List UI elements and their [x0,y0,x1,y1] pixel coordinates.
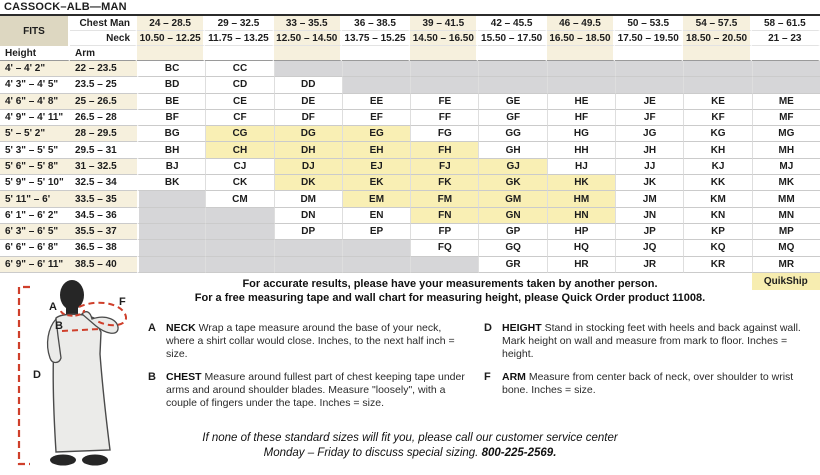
arm-range-cell: 38.5 – 40 [70,257,137,273]
size-code-cell: HK [547,175,615,191]
instruction-text: CHEST Measure around fullest part of chest keeping tape under arms and around shoulder blades. Measure "loosely", with a couple of fingers under the tape. Inches = size. [166,371,465,409]
arm-range-cell: 33.5 – 35 [70,191,137,207]
chest-range-header: 58 – 61.5 [752,16,820,31]
arm-range-cell: 32.5 – 34 [70,175,137,191]
instruction-item-chest [148,371,470,410]
arm-range-cell: 34.5 – 36 [70,208,137,224]
arm-range-cell: 35.5 – 37 [70,224,137,240]
size-code-cell: MP [752,224,820,240]
size-code-cell: GJ [478,159,546,175]
size-code-cell: GK [478,175,546,191]
size-code-cell: FK [410,175,478,191]
size-code-cell: KG [683,126,751,142]
size-unavailable-cell [205,208,273,224]
phone-number: 800-225-2569. [481,447,557,459]
size-code-cell: BJ [137,159,205,175]
size-code-cell: KQ [683,240,751,256]
size-code-cell: CE [205,94,273,110]
size-code-cell: HG [547,126,615,142]
neck-range-header: 14.50 – 16.50 [410,31,478,46]
size-code-cell: JJ [615,159,683,175]
size-code-cell: EE [342,94,410,110]
size-unavailable-cell [752,77,820,93]
size-code-cell: EH [342,142,410,158]
size-code-cell: KE [683,94,751,110]
figure-label-arm: F [119,296,126,308]
size-unavailable-cell [137,191,205,207]
size-code-cell: GN [478,208,546,224]
size-code-cell: FQ [410,240,478,256]
size-code-cell: CC [205,61,273,77]
instruction-term: ARM [502,371,529,383]
neck-range-header: 13.75 – 15.25 [342,31,410,46]
size-code-cell: MQ [752,240,820,256]
size-unavailable-cell [205,257,273,273]
size-code-cell: HF [547,110,615,126]
instruction-letter: D [484,322,492,334]
arm-range-cell: 22 – 23.5 [70,61,137,77]
size-unavailable-cell [683,61,751,77]
instruction-letter: B [148,371,156,383]
size-unavailable-cell [547,77,615,93]
figure-label-height: D [33,369,41,381]
size-code-cell: DG [274,126,342,142]
size-code-cell: JM [615,191,683,207]
header-spacer-cell [683,46,751,61]
arm-range-cell: 36.5 – 38 [70,240,137,256]
instruction-item-neck [148,322,470,361]
header-spacer-cell [547,46,615,61]
arm-range-cell: 25 – 26.5 [70,94,137,110]
size-code-cell: DP [274,224,342,240]
size-code-cell: FM [410,191,478,207]
size-code-cell: JK [615,175,683,191]
height-range-cell: 6' 9" – 6' 11" [0,257,70,273]
size-code-cell: JG [615,126,683,142]
size-unavailable-cell [615,61,683,77]
size-unavailable-cell [137,257,205,273]
size-code-cell: FN [410,208,478,224]
size-code-cell: JN [615,208,683,224]
size-code-cell: MF [752,110,820,126]
size-code-cell: CG [205,126,273,142]
chest-row-label: Chest Man [70,16,137,31]
size-code-cell: CF [205,110,273,126]
height-col-label: Height [0,46,70,61]
measuring-note-line1: For accurate results, please have your measurements taken by another person. [242,278,658,290]
chest-range-header: 29 – 32.5 [205,16,273,31]
size-code-cell: JR [615,257,683,273]
instruction-letter: F [484,371,491,383]
instruction-item-arm [484,371,814,397]
neck-range-header: 11.75 – 13.25 [205,31,273,46]
chest-range-header: 46 – 49.5 [547,16,615,31]
measuring-instructions [148,322,814,420]
arm-range-cell: 31 – 32.5 [70,159,137,175]
size-code-cell: DD [274,77,342,93]
size-code-cell: CJ [205,159,273,175]
size-unavailable-cell [547,61,615,77]
chest-range-header: 39 – 41.5 [410,16,478,31]
size-code-cell: HQ [547,240,615,256]
neck-range-header: 12.50 – 14.50 [274,31,342,46]
instruction-term: CHEST [166,371,205,383]
size-code-cell: GH [478,142,546,158]
size-code-cell: JF [615,110,683,126]
size-code-cell: BC [137,61,205,77]
size-code-cell: HH [547,142,615,158]
instruction-term: NECK [166,322,199,334]
size-code-cell: DF [274,110,342,126]
instructions-right-column [484,322,814,420]
quikship-badge: QuikShip [752,273,820,290]
size-code-cell: JE [615,94,683,110]
header-spacer-cell [615,46,683,61]
size-unavailable-cell [410,77,478,93]
instruction-item-height [484,322,814,361]
instruction-text: ARM Measure from center back of neck, over shoulder to wrist bone. Inches = size. [502,371,794,396]
size-code-cell: MG [752,126,820,142]
size-unavailable-cell [342,61,410,77]
size-code-cell: MK [752,175,820,191]
size-code-cell: HP [547,224,615,240]
size-unavailable-cell [752,61,820,77]
chest-range-header: 24 – 28.5 [137,16,205,31]
size-code-cell: JH [615,142,683,158]
size-code-cell: GR [478,257,546,273]
size-code-cell: EJ [342,159,410,175]
special-sizing-line2 [30,446,790,461]
height-measure-line [19,287,30,464]
special-sizing-line2-text: Monday – Friday to discuss special sizing. [263,447,479,459]
chest-range-header: 54 – 57.5 [683,16,751,31]
size-code-cell: FG [410,126,478,142]
neck-row-label: Neck [70,31,137,46]
size-code-cell: KM [683,191,751,207]
size-code-cell: HE [547,94,615,110]
chest-range-header: 33 – 35.5 [274,16,342,31]
size-code-cell: MR [752,257,820,273]
size-code-cell: KK [683,175,751,191]
size-code-cell: JQ [615,240,683,256]
height-range-cell: 6' 3" – 6' 5" [0,224,70,240]
chest-range-header: 42 – 45.5 [478,16,546,31]
size-unavailable-cell [410,61,478,77]
size-unavailable-cell [342,240,410,256]
size-code-cell: MM [752,191,820,207]
header-spacer-cell [205,46,273,61]
size-code-cell: GG [478,126,546,142]
neck-range-header: 15.50 – 17.50 [478,31,546,46]
size-code-cell: KJ [683,159,751,175]
size-code-cell: KH [683,142,751,158]
size-code-cell: KR [683,257,751,273]
size-code-cell: DJ [274,159,342,175]
size-code-cell: GE [478,94,546,110]
header-spacer-cell [478,46,546,61]
size-code-cell: ME [752,94,820,110]
size-code-cell: MJ [752,159,820,175]
size-unavailable-cell [205,224,273,240]
header-spacer-cell [342,46,410,61]
arm-col-label: Arm [70,46,137,61]
size-code-cell: EN [342,208,410,224]
height-range-cell: 5' 6" – 5' 8" [0,159,70,175]
size-unavailable-cell [478,61,546,77]
chest-range-header: 36 – 38.5 [342,16,410,31]
figure-label-neck: A [49,301,57,313]
size-code-cell: CH [205,142,273,158]
size-code-cell: GP [478,224,546,240]
size-code-cell: DK [274,175,342,191]
size-code-cell: FJ [410,159,478,175]
neck-range-header: 16.50 – 18.50 [547,31,615,46]
size-code-cell: FP [410,224,478,240]
size-unavailable-cell [137,224,205,240]
arm-range-cell: 29.5 – 31 [70,142,137,158]
size-code-cell: FE [410,94,478,110]
instructions-left-column [148,322,470,420]
size-code-cell: HM [547,191,615,207]
size-unavailable-cell [478,77,546,93]
size-code-cell: DM [274,191,342,207]
height-range-cell: 4' 6" – 4' 8" [0,94,70,110]
special-sizing-note [30,431,790,461]
size-code-cell: KN [683,208,751,224]
size-code-cell: CM [205,191,273,207]
size-code-cell: EG [342,126,410,142]
height-range-cell: 4' 9" – 4' 11" [0,110,70,126]
size-code-cell: EM [342,191,410,207]
size-code-cell: EK [342,175,410,191]
size-unavailable-cell [342,257,410,273]
size-unavailable-cell [274,61,342,77]
instruction-text: HEIGHT Stand in stocking feet with heels and back against wall. Mark height on wall and measure from mark to floor. Inches = height. [502,322,801,360]
size-code-cell: HR [547,257,615,273]
instruction-text: NECK Wrap a tape measure around the base of your neck, where a shirt collar would close. Inches, to the next half inch = size. [166,322,455,360]
height-range-cell: 6' 6" – 6' 8" [0,240,70,256]
size-code-cell: MN [752,208,820,224]
height-range-cell: 4' 3" – 4' 5" [0,77,70,93]
page-title: CASSOCK–ALB—MAN [0,0,820,16]
size-unavailable-cell [683,77,751,93]
size-code-cell: BK [137,175,205,191]
arm-range-cell: 28 – 29.5 [70,126,137,142]
measuring-notes [90,277,810,305]
size-code-cell: DN [274,208,342,224]
size-code-cell: MH [752,142,820,158]
size-code-cell: BH [137,142,205,158]
size-code-cell: BG [137,126,205,142]
size-code-cell: JP [615,224,683,240]
header-spacer-cell [410,46,478,61]
size-code-cell: KP [683,224,751,240]
size-unavailable-cell [410,257,478,273]
size-code-cell: GM [478,191,546,207]
header-spacer-cell [137,46,205,61]
height-range-cell: 5' 3" – 5' 5" [0,142,70,158]
special-sizing-line1: If none of these standard sizes will fit you, please call our customer service center [202,432,618,444]
size-unavailable-cell [205,240,273,256]
size-code-cell: DH [274,142,342,158]
size-unavailable-cell [342,77,410,93]
size-code-cell: CK [205,175,273,191]
height-range-cell: 4' – 4' 2" [0,61,70,77]
size-code-cell: HJ [547,159,615,175]
figure-label-chest: B [55,320,63,332]
header-spacer-cell [274,46,342,61]
size-chart-table [0,16,820,290]
size-code-cell: EF [342,110,410,126]
size-unavailable-cell [615,77,683,93]
size-unavailable-cell [137,208,205,224]
size-code-cell: BE [137,94,205,110]
arm-range-cell: 23.5 – 25 [70,77,137,93]
neck-range-header: 17.50 – 19.50 [615,31,683,46]
header-spacer-cell [752,46,820,61]
size-unavailable-cell [274,257,342,273]
size-code-cell: FF [410,110,478,126]
arm-range-cell: 26.5 – 28 [70,110,137,126]
size-code-cell: GQ [478,240,546,256]
instruction-letter: A [148,322,156,334]
instruction-term: HEIGHT [502,322,545,334]
neck-range-header: 21 – 23 [752,31,820,46]
size-code-cell: BD [137,77,205,93]
size-unavailable-cell [274,240,342,256]
height-range-cell: 5' 9" – 5' 10" [0,175,70,191]
height-range-cell: 5' 11" – 6' [0,191,70,207]
neck-range-header: 10.50 – 12.25 [137,31,205,46]
measuring-note-line2: For a free measuring tape and wall chart for measuring height, please Quick Order product 11008. [194,292,706,304]
neck-range-header: 18.50 – 20.50 [683,31,751,46]
size-code-cell: FH [410,142,478,158]
height-range-cell: 6' 1" – 6' 2" [0,208,70,224]
size-code-cell: HN [547,208,615,224]
size-code-cell: EP [342,224,410,240]
chest-range-header: 50 – 53.5 [615,16,683,31]
size-code-cell: CD [205,77,273,93]
height-range-cell: 5' – 5' 2" [0,126,70,142]
size-unavailable-cell [137,240,205,256]
size-code-cell: DE [274,94,342,110]
size-code-cell: GF [478,110,546,126]
size-code-cell: KF [683,110,751,126]
fits-header: FITS [0,16,70,46]
size-code-cell: BF [137,110,205,126]
